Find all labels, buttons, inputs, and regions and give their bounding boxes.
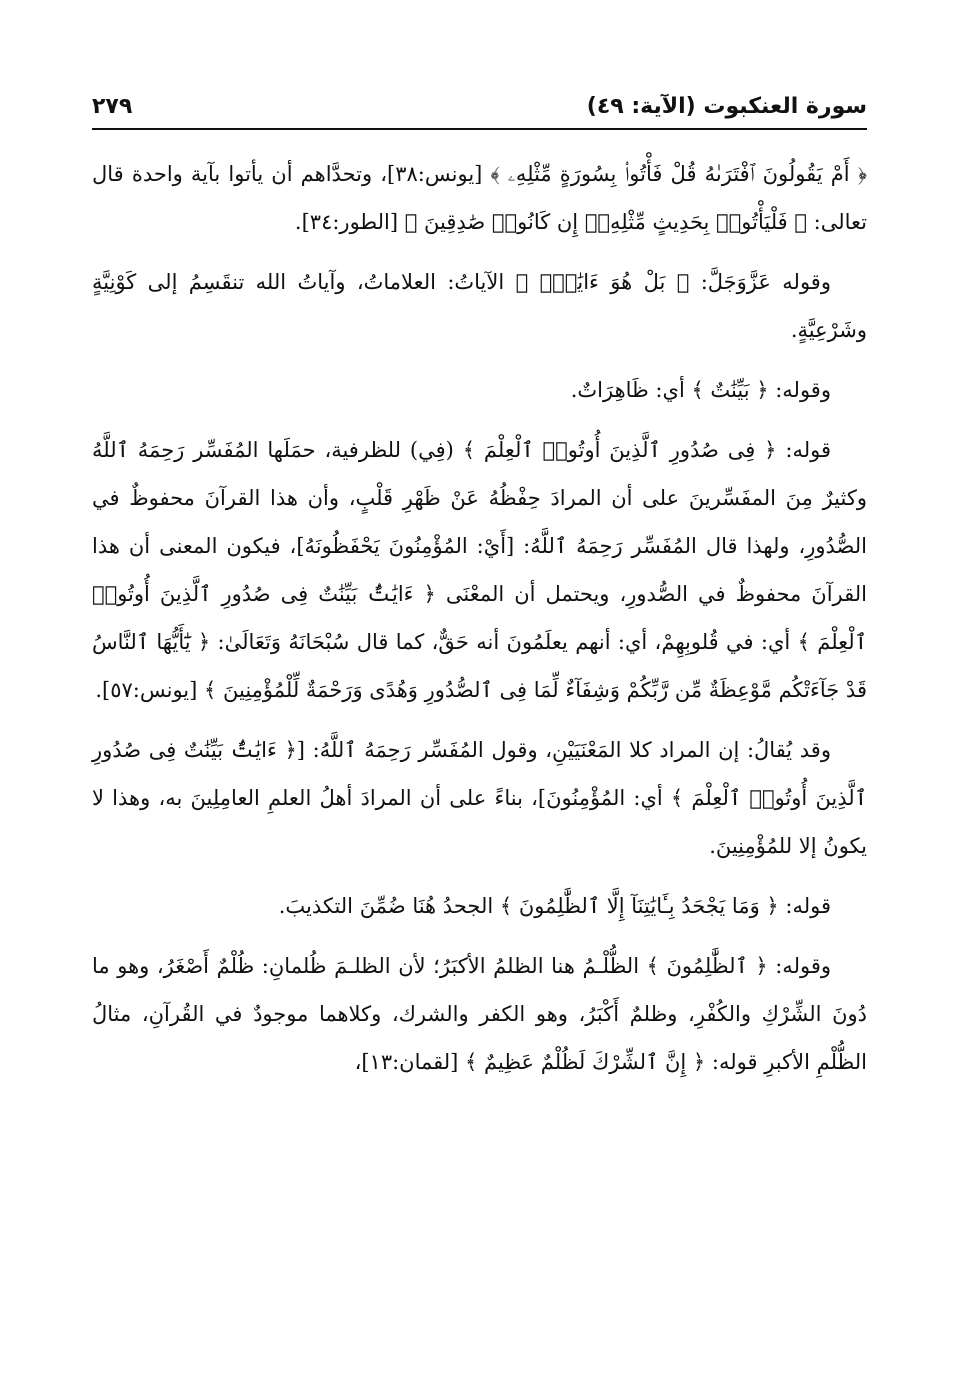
paragraph-2: وقوله عَزَّوَجَلَّ: ﴿ بَلْ هُوَ ءَايَٰتٌۢ ﴾ الآياتُ: العلاماتُ، وآياتُ الله تنقَسِمُ إلى كَوْنِيَّةٍ وشَرْعِيَّةٍ. — [92, 270, 867, 342]
paragraph-1: ﴿ أَمْ يَقُولُونَ ٱفْتَرَىٰهُ قُلْ فَأْتُوا۟ بِسُورَةٍ مِّثْلِهِۦ ﴾ [يونس:٣٨]، وتحدَّاهم أن يأتوا بآية واحدة قال تعالى: ﴿ فَلْيَأْتُوا۟ بِحَدِيثٍ مِّثْلِهِۦٓ إِن كَانُوا۟ صَٰدِقِينَ ﴾ [الطور:٣٤]. — [92, 162, 867, 234]
page-header — [92, 92, 867, 126]
paragraph-5: وقد يُقالُ: إن المراد كلا المَعْنَيَيْنِ، وقول المُفَسِّر رَحِمَهُ ٱللَّهُ: [﴿ ءَايَٰتٌۢ بَيِّنَٰتٌ فِى صُدُورِ ٱلَّذِينَ أُوتُوا۟ ٱلْعِلْمَ ﴾ أي: المُؤْمِنُونَ]، بناءً على أن المرادَ أهلُ العلمِ العامِلِينَ به، وهذا لا يكونُ إلا للمُؤْمِنِينَ. — [92, 738, 867, 858]
page-number: ٢٧٩ — [92, 94, 133, 119]
header-divider — [92, 128, 867, 130]
running-title: سورة العنكبوت (الآية: ٤٩) — [586, 94, 867, 119]
page-body — [92, 150, 867, 1098]
paragraph-3: وقوله: ﴿ بَيِّنَٰتٌ ﴾ أي: ظَاهِرَاتٌ. — [570, 378, 831, 402]
paragraph-4: قوله: ﴿ فِى صُدُورِ ٱلَّذِينَ أُوتُوا۟ ٱلْعِلْمَ ﴾ (فِي) للظرفية، حمَلَها المُفَسِّر رَحِمَهُ ٱللَّهُ وكثيرٌ مِنَ المفَسِّرينَ على أن المرادَ حِفْظُهُ عَنْ ظَهْرِ قَلْبٍ، وأن هذا القرآنَ محفوظٌ في الصُّدُورِ، ولهذا قال المُفَسِّر رَحِمَهُ ٱللَّهُ: [أَيْ: المُؤْمِنُونَ يَحْفَظُونَهُ]، فيكون المعنى أن هذا القرآنَ محفوظٌ في الصُّدورِ، ويحتمل أن المعْنَى ﴿ ءَايَٰتٌۢ بَيِّنَٰتٌ فِى صُدُورِ ٱلَّذِينَ أُوتُوا۟ ٱلْعِلْمَ ﴾ أي: في قُلوبِهِمْ، أي: أنهم يعلَمُونَ أنه حَقٌّ، كما قال سُبْحَانَهُ وَتَعَالَىٰ: ﴿ يَٰٓأَيُّهَا ٱلنَّاسُ قَدْ جَآءَتْكُم مَّوْعِظَةٌ مِّن رَّبِّكُمْ وَشِفَآءٌ لِّمَا فِى ٱلصُّدُورِ وَهُدًى وَرَحْمَةٌ لِّلْمُؤْمِنِينَ ﴾ [يونس:٥٧]. — [92, 438, 867, 702]
paragraph-7: وقوله: ﴿ ٱلظَّٰلِمُونَ ﴾ الظُّلْـمُ هنا الظلمُ الأكبَرُ؛ لأن الظلـمَ ظُلمانِ: ظُلْمٌ أَصْغَرُ، وهو ما دُونَ الشِّرْكِ والكُفْرِ، وظلمٌ أَكْبَرُ، وهو الكفر والشرك، وكلاهما موجودٌ في القُرآنِ، مثالُ الظُّلْمِ الأكبرِ قوله: ﴿ إِنَّ ٱلشِّرْكَ لَظُلْمٌ عَظِيمٌ ﴾ [لقمان:١٣]، — [92, 954, 867, 1074]
paragraph-6: قوله: ﴿ وَمَا يَجْحَدُ بِـَٔايَٰتِنَآ إِلَّا ٱلظَّٰلِمُونَ ﴾ الجحدُ هُنَا ضُمِّنَ التكذيبَ. — [278, 894, 831, 918]
